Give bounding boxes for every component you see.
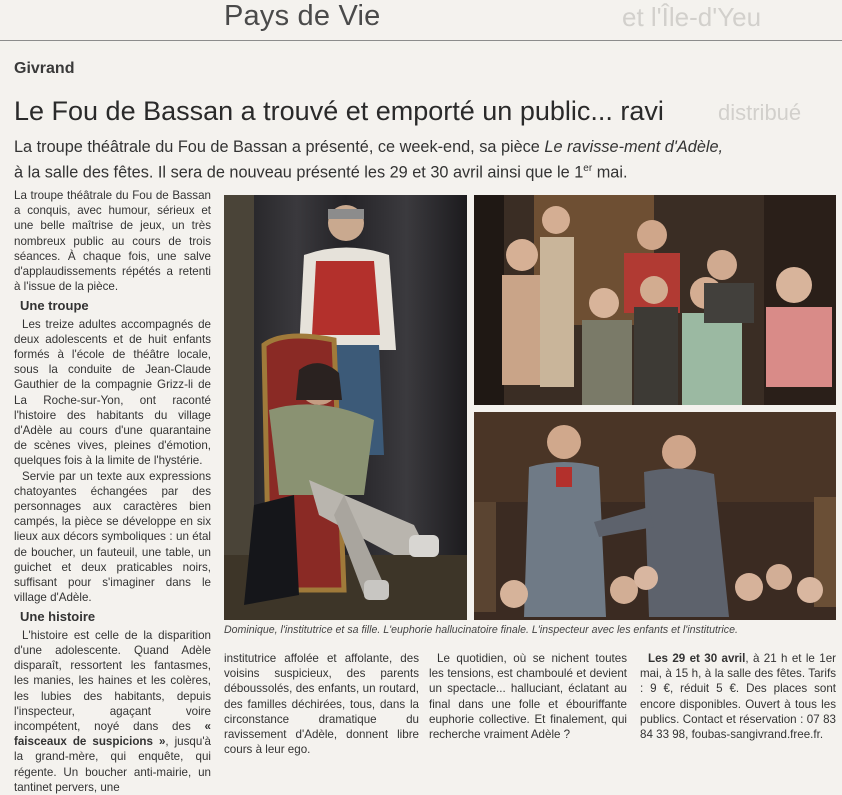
paragraph-troupe: Les treize adultes accompagnés de deux adolescents et de huit enfants formés à l'école de théâtre locale, sous la conduite de Jean-Claude Gauthier de la compagnie Grizz-li de La Roche-sur-Yon, ont raconté l'histoire des habitants du village d'Adèle au cours d'une quarantaine de scènes vives, pleines d'émotion, quelques fois à la limite de l'hystérie. [14,317,211,468]
section-title: Pays de Vie [224,0,381,32]
paragraph-column-3: Le quotidien, où se nichent toutes les tensions, est chamboulé et devient un spectacle... halluciant, éclatant au final dans une folle et ébouriffante euphorie collective. Et finalement, qui recherche vraiment Adèle ? [429,652,627,742]
subhead-troupe: Une troupe [20,298,89,314]
practical-info [640,651,836,742]
article-headline: Le Fou de Bassan a trouvé et emporté un public... ravi [14,96,664,126]
bleed-through-text-2: distribué [718,100,802,125]
bleed-through-text: et l'Île-d'Yeu [622,2,762,32]
photo-caption: Dominique, l'institutrice et sa fille. L'euphorie hallucinatoire finale. L'inspecteur avec les enfants et l'institutrice. [224,624,738,636]
event-details: , à 21 h et le 1er mai, à 15 h, à la salle des fêtes. Tarifs : 9 €, réduit 5 €. Des places sont encore disponibles. Ouvert à tous les publics. Contact et réservation : 07 83 84 33 98, foubas-sangivrand.free.fr. [640,652,836,742]
article-standfirst: La troupe théâtrale du Fou de Bassan a présenté, ce week-end, sa pièce Le ravisse-ment d'Adèle, à la salle des fêtes. Il sera de nouveau présenté les 29 et 30 avril ainsi que le 1er mai. [14,138,724,182]
photo-final-euphoria [474,195,836,405]
subhead-histoire: Une histoire [20,609,96,625]
photo-inspector-with-children [474,412,836,620]
body-column-3 [429,651,627,742]
paragraph-histoire: L'histoire est celle de la disparition d'une adolescente. Quand Adèle disparaît, ressortent les fantasmes, les manies, les haines et les colères, les lubies des habitants, depuis l'inspecteur, agaçant voire incompétent, noyé dans des « faisceaux de suspicions », jusqu'à la grand-mère, qui enquête, qui régente. Un boucher anti-mairie, un tantinet pervers, une [14,628,211,794]
body-column-2 [224,651,419,757]
photo-teacher-and-daughter [224,195,467,620]
article-kicker: Givrand [14,60,75,77]
body-column-1 [14,188,211,795]
paragraph-column-2: institutrice affolée et affolante, des voisins suspicieux, des parents déboussolés, des enfants, un routard, des familles déchirées, tous, dans la circonstance dramatique du ravissement d'Adèle, donnent libre cours à leur ego. [224,652,419,757]
practical-info-box [640,651,836,742]
paragraph-decors: Servie par un texte aux expressions chatoyantes échangées par des personnages aux caractères bien campés, la pièce se développe en six lieux aux décors symboliques : un étal de boucher, un fauteuil, une table, un guichet et deux praticables noirs, suffisant pour s'imaginer dans le village d'Adèle. [14,469,211,605]
lead-paragraph: La troupe théâtrale du Fou de Bassan a conquis, avec humour, sérieux et une belle maîtrise de jeux, un très nombreux public au cours de trois séances. À chaque fois, une salve d'applaudissements répétés a retenti à l'issue de la pièce. [14,189,211,294]
event-dates: Les 29 et 30 avril [648,652,746,665]
